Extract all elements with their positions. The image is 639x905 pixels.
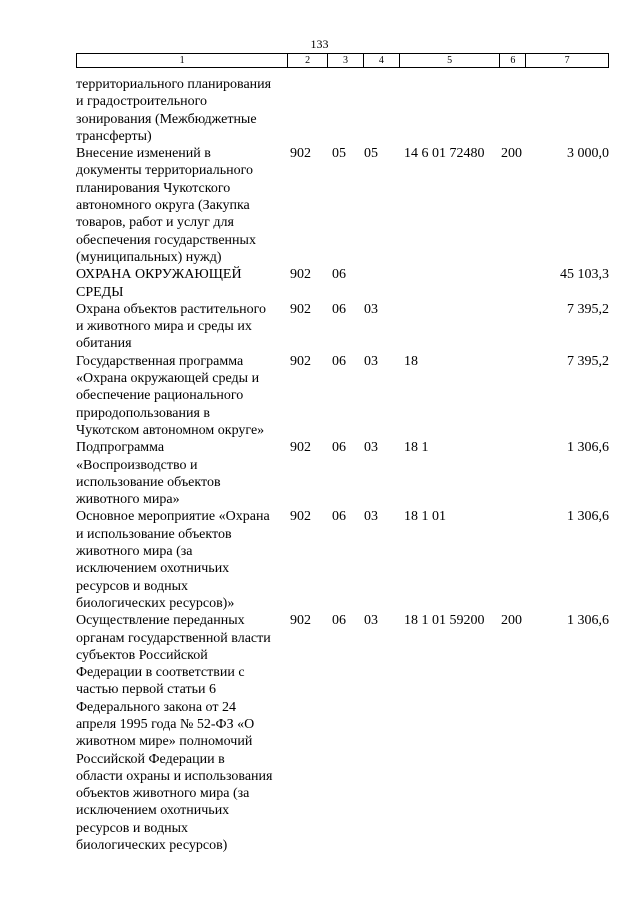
table-row	[76, 266, 609, 301]
table-row	[76, 353, 609, 439]
row-name: ОХРАНА ОКРУЖАЮЩЕЙ СРЕДЫ	[76, 267, 242, 300]
row-ministry-code	[288, 76, 328, 145]
row-name: Подпрограмма «Воспроизводство и использование объектов животного мира»	[76, 440, 221, 508]
header-col-7: 7	[564, 55, 570, 66]
row-name: Государственная программа «Охрана окружающей среды и обеспечение рационального природопользования в Чукотском автономном округе»	[76, 353, 265, 438]
row-ministry-code: 902	[290, 509, 311, 525]
row-target-code: 18 1	[404, 440, 429, 456]
row-name: Осуществление переданных органам государственной власти субъектов Российской Федерации в соответствии с частью первой статьи 6 Федерального закона от 24 апреля 1995 года № 52-ФЗ «О животном мире» полномочий Российской Федерации в области охраны и использования объектов животного мира (за исключением охотничьих ресурсов и водных биологических ресурсов)	[76, 613, 273, 854]
header-col-2: 2	[288, 54, 328, 67]
table-row	[76, 508, 609, 612]
row-ministry-code: 902	[290, 146, 311, 162]
row-amount: 1 306,6	[567, 509, 609, 525]
row-amount: 1 306,6	[567, 440, 609, 456]
row-section-code: 06	[332, 440, 346, 456]
row-expense-type: 200	[501, 613, 522, 629]
table-row	[76, 301, 609, 353]
header-col-4: 4	[364, 54, 400, 67]
table-row	[76, 439, 609, 508]
header-col-3: 3	[328, 54, 364, 67]
row-target-code: 18 1 01	[404, 509, 446, 525]
row-ministry-code: 902	[290, 440, 311, 456]
header-col-6: 6	[500, 54, 526, 67]
row-section-code: 05	[332, 146, 346, 162]
row-ministry-code: 902	[290, 613, 311, 629]
row-subsection-code: 03	[364, 613, 378, 629]
row-amount: 1 306,6	[567, 613, 609, 629]
table-row	[76, 76, 609, 145]
row-target-code: 18	[404, 353, 418, 369]
row-ministry-code: 902	[290, 301, 311, 317]
row-amount: 45 103,3	[560, 267, 609, 283]
header-col-1: 1	[77, 54, 288, 67]
row-section-code: 06	[332, 267, 346, 283]
row-subsection-code: 03	[364, 440, 378, 456]
row-ministry-code: 902	[290, 267, 311, 283]
row-name: Охрана объектов растительного и животного мира и среды их обитания	[76, 301, 267, 352]
row-target-code	[400, 76, 501, 145]
row-section-code: 06	[332, 613, 346, 629]
row-subsection-code: 03	[364, 353, 378, 369]
table-body	[76, 76, 609, 854]
row-expense-type	[501, 301, 527, 353]
row-amount: 7 395,2	[567, 301, 609, 317]
row-subsection-code	[364, 266, 400, 301]
row-subsection-code	[364, 76, 400, 145]
row-target-code: 14 6 01 72480	[404, 146, 485, 162]
row-name: Внесение изменений в документы территориального планирования Чукотского автономного округа (Закупка товаров, работ и услуг для обеспечения государственных (муниципальных) нужд)	[76, 146, 256, 265]
row-expense-type	[501, 266, 527, 301]
row-target-code	[400, 301, 501, 353]
row-target-code	[400, 266, 501, 301]
row-expense-type	[501, 76, 527, 145]
row-section-code	[328, 76, 364, 145]
header-col-5: 5	[400, 54, 501, 67]
row-subsection-code: 03	[364, 509, 378, 525]
page-number: 133	[310, 37, 329, 51]
row-section-code: 06	[332, 353, 346, 369]
table-header	[76, 53, 609, 68]
row-expense-type: 200	[501, 146, 522, 162]
row-name: территориального планирования и градостроительного зонирования (Межбюджетные трансферты)	[76, 77, 272, 144]
row-expense-type	[501, 508, 527, 612]
row-subsection-code: 05	[364, 146, 378, 162]
row-name: Основное мероприятие «Охрана и использование объектов животного мира (за исключением охотничьих ресурсов и водных биологических ресурсов)»	[76, 509, 270, 611]
row-section-code: 06	[332, 301, 346, 317]
table-row	[76, 612, 609, 854]
row-section-code: 06	[332, 509, 346, 525]
row-ministry-code: 902	[290, 353, 311, 369]
row-expense-type	[501, 439, 527, 508]
table-row	[76, 145, 609, 266]
row-amount: 7 395,2	[567, 353, 609, 369]
row-amount	[527, 76, 609, 145]
row-target-code: 18 1 01 59200	[404, 613, 485, 629]
row-amount: 3 000,0	[567, 146, 609, 162]
row-expense-type	[501, 353, 527, 439]
row-subsection-code: 03	[364, 301, 378, 317]
